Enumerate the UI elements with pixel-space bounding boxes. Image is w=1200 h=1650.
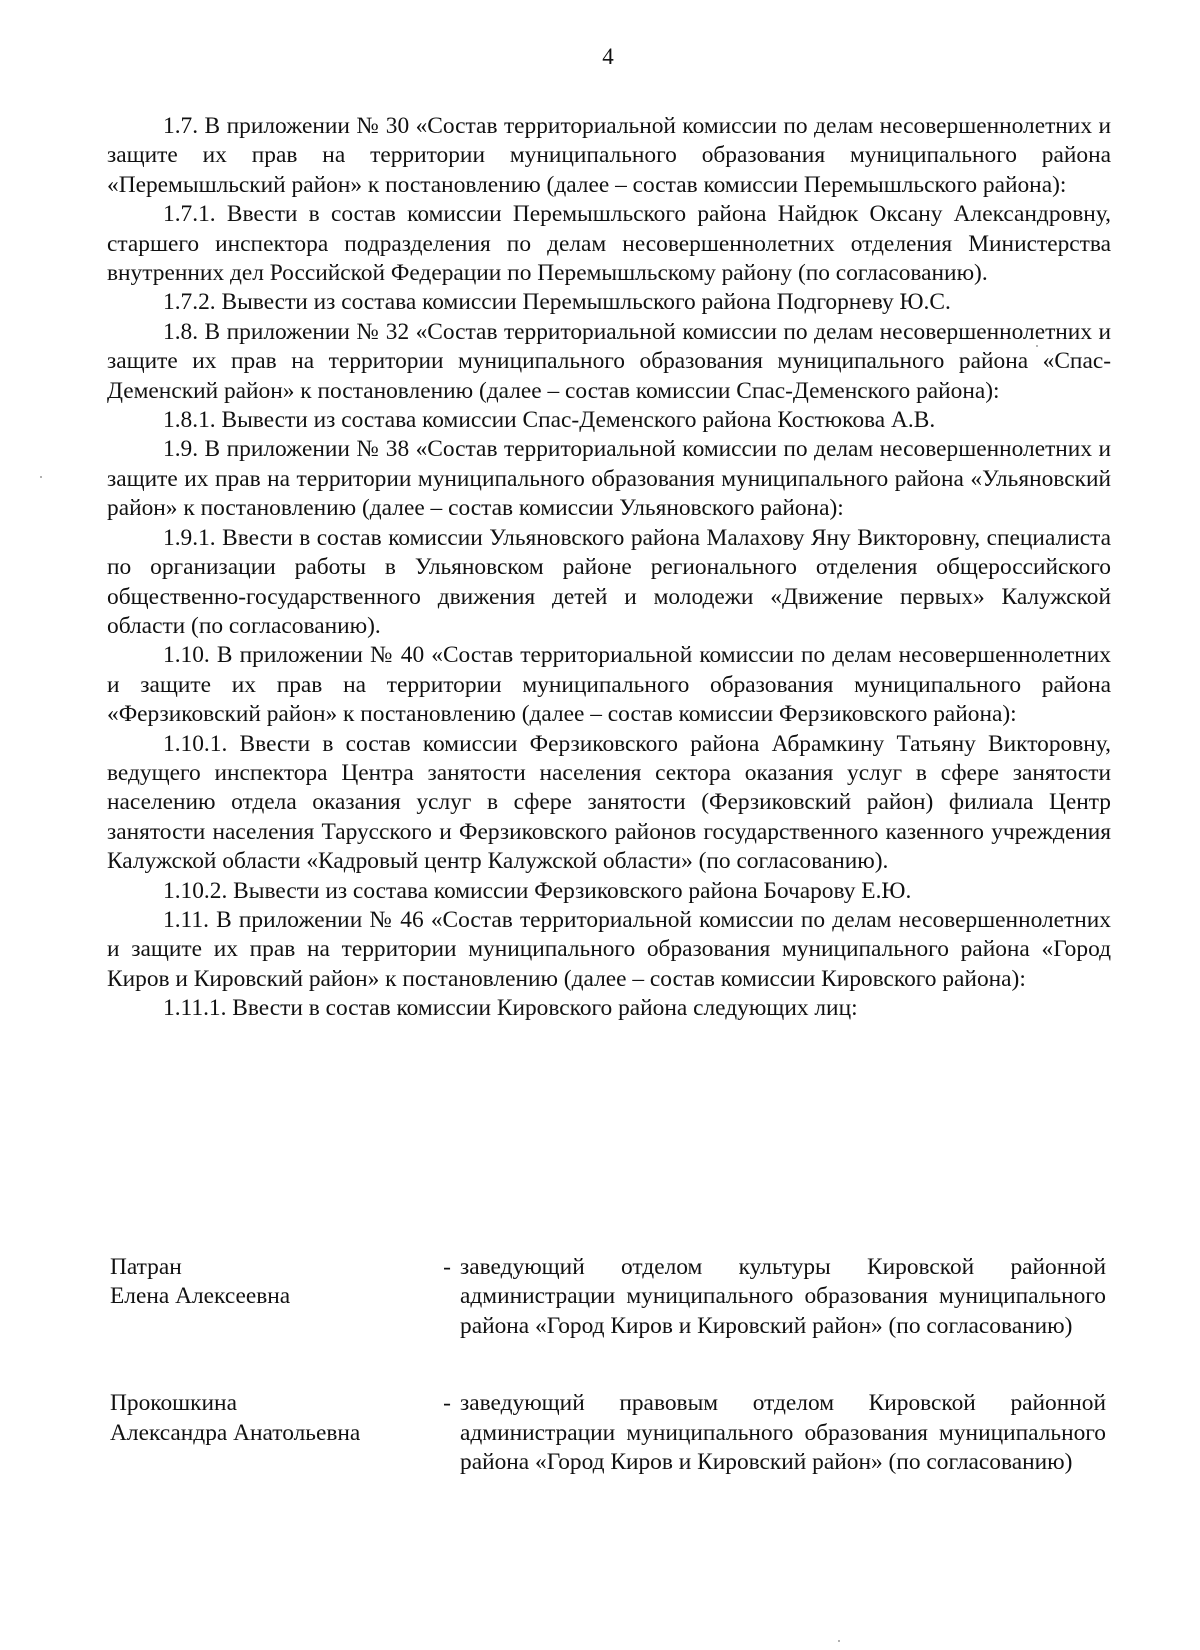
paragraph-1-10: 1.10. В приложении № 40 «Состав территориальной комиссии по делам несовершеннолетних и защите их прав на территории муниципального образования муниципального района «Ферзиковский район» к постановлению (далее – состав комиссии Ферзиковского района): [107,642,1111,728]
paragraph-1-8: 1.8. В приложении № 32 «Состав территориальной комиссии по делам несовершеннолетних и защите их прав на территории муниципального образования муниципального района «Спас-Деменский район» к постановлению (далее – состав комиссии Спас-Деменского района): [107,318,1111,404]
member-name [110,1389,430,1477]
paragraph-1-8-1: 1.8.1. Вывести из состава комиссии Спас-Деменского района Костюкова А.В. [163,407,936,434]
scan-speck [1036,345,1038,347]
paragraph-1-7-2: 1.7.2. Вывести из состава комиссии Перемышльского района Подгорневу Ю.С. [163,289,951,316]
member-name [110,1253,430,1341]
paragraph-1-9-1: 1.9.1. Ввести в состав комиссии Ульяновского района Малахову Яну Викторовну, специалиста по организации работы в Ульяновском районе регионального отделения общероссийского общественно-государственного движения детей и молодежи «Движение первых» Калужской области (по согласованию). [107,524,1111,639]
paragraph-1-10-2: 1.10.2. Вывести из состава комиссии Ферзиковского района Бочарову Е.Ю. [163,877,912,904]
member-surname: Прокошкина [110,1390,237,1417]
member-role: заведующий отделом культуры Кировской районной администрации муниципального образования муниципального района «Город Киров и Кировский район» (по согласованию) [460,1254,1106,1339]
paragraph-1-11: 1.11. В приложении № 46 «Состав территориальной комиссии по делам несовершеннолетних и защите их прав на территории муниципального образования муниципального района «Город Киров и Кировский район» к постановлению (далее – состав комиссии Кировского района): [107,906,1111,992]
member-entry [110,1253,1110,1341]
member-role: заведующий правовым отделом Кировской районной администрации муниципального образования муниципального района «Город Киров и Кировский район» (по согласованию) [460,1390,1106,1476]
member-entry [110,1389,1110,1477]
paragraph-1-9: 1.9. В приложении № 38 «Состав территориальной комиссии по делам несовершеннолетних и защите их прав на территории муниципального образования муниципального района «Ульяновский район» к постановлению (далее – состав комиссии Ульяновского района): [107,436,1111,522]
paragraph-1-11-1: 1.11.1. Ввести в состав комиссии Кировского района следующих лиц: [163,995,858,1022]
page-number: 4 [602,44,614,69]
member-given-names: Елена Алексеевна [110,1283,291,1310]
member-surname: Патран [110,1254,182,1280]
member-given-names: Александра Анатольевна [110,1419,361,1446]
paragraph-1-7: 1.7. В приложении № 30 «Состав территориальной комиссии по делам несовершеннолетних и защите их прав на территории муниципального образования муниципального района «Перемышльский район» к постановлению (далее – состав комиссии Перемышльского района): [107,113,1111,198]
member-dash: - [443,1390,451,1417]
paragraph-1-10-1: 1.10.1. Ввести в состав комиссии Ферзиковского района Абрамкину Татьяну Викторовну, ведущего инспектора Центра занятости населения сектора оказания услуг в сфере занятости населению отдела оказания услуг в сфере занятости (Ферзиковский район) филиала Центр занятости населения Тарусского и Ферзиковского районов государственного казенного учреждения Калужской области «Кадровый центр Калужской области» (по согласованию). [107,730,1111,875]
paragraph-1-7-1: 1.7.1. Ввести в состав комиссии Перемышльского района Найдюк Оксану Александровну, старшего инспектора подразделения по делам несовершеннолетних отделения Министерства внутренних дел Российской Федерации по Перемышльскому району (по согласованию). [107,201,1111,287]
scan-speck [838,1640,840,1642]
member-dash: - [443,1254,451,1280]
members-list [110,1253,1110,1525]
document-body [107,112,1111,1024]
scan-speck [40,476,42,478]
